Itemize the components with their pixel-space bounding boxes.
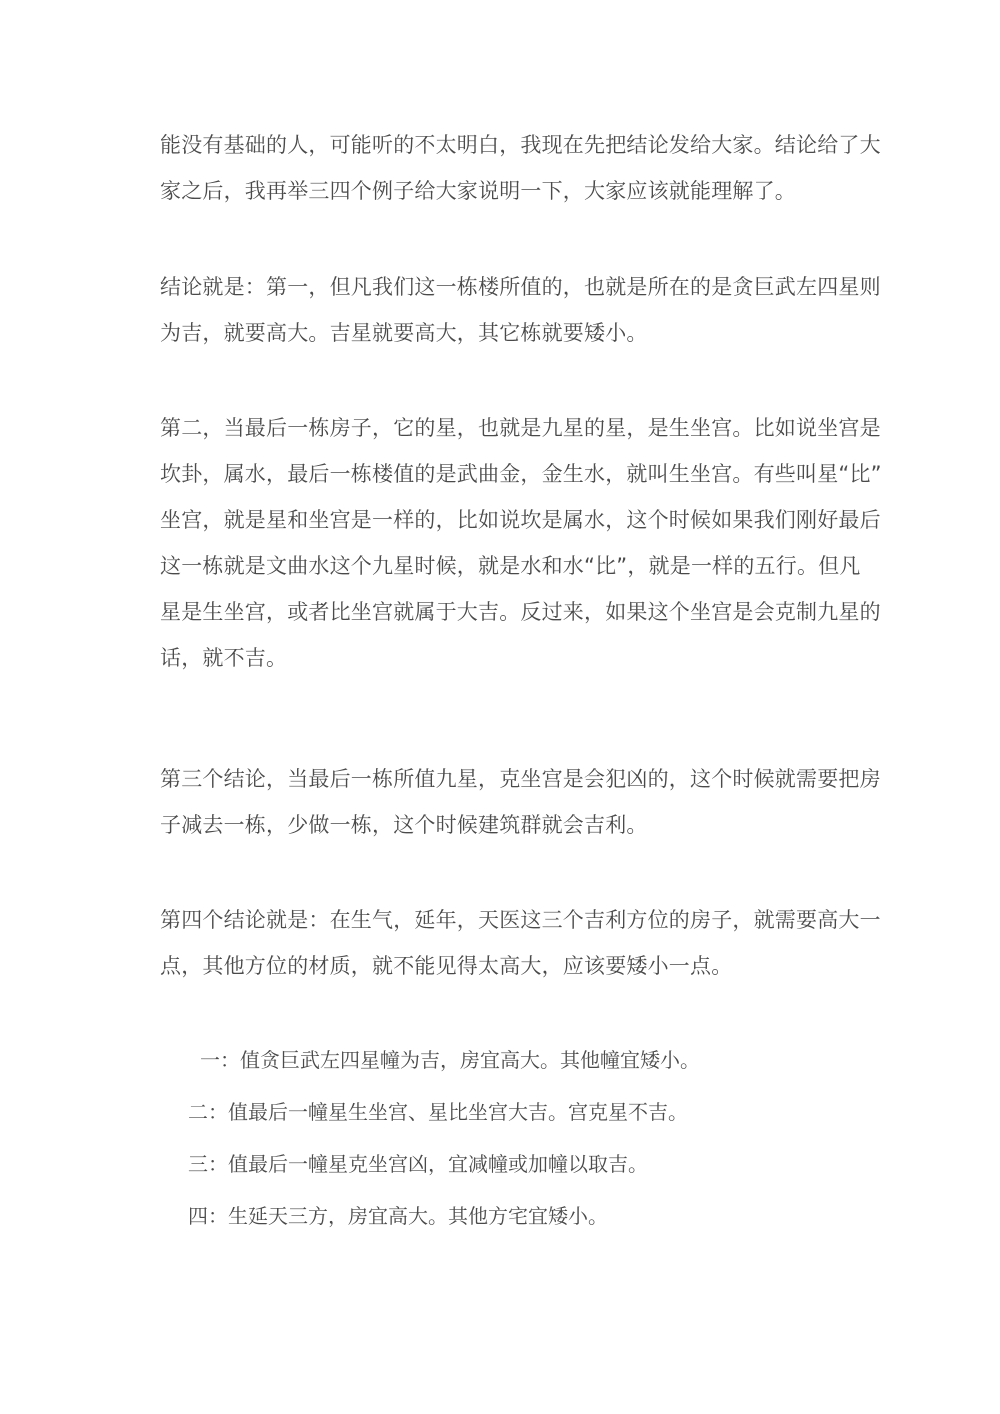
- text-line: 坎卦，属水，最后一栋楼值的是武曲金，金生水，就叫生坐宫。有些叫星“比”: [160, 462, 882, 486]
- text-line: 点，其他方位的材质，就不能见得太高大，应该要矮小一点。: [160, 954, 733, 978]
- text-line: 这一栋就是文曲水这个九星时候，就是水和水“比”，就是一样的五行。但凡: [160, 554, 861, 578]
- text-line: 坐宫，就是星和坐宫是一样的，比如说坎是属水，这个时候如果我们刚好最后: [160, 508, 881, 532]
- paragraph-conclusion-4: [160, 897, 881, 989]
- summary-list: [160, 1034, 860, 1242]
- summary-item-4: 四：生延天三方，房宜高大。其他方宅宜矮小。: [188, 1204, 608, 1228]
- summary-item-1: 一：值贪巨武左四星幢为吉，房宜高大。其他幢宜矮小。: [200, 1048, 700, 1072]
- text-line: 结论就是：第一，但凡我们这一栋楼所值的，也就是所在的是贪巨武左四星则: [160, 275, 881, 299]
- text-line: 家之后，我再举三四个例子给大家说明一下，大家应该就能理解了。: [160, 179, 796, 203]
- summary-item-3: 三：值最后一幢星克坐宫凶，宜减幢或加幢以取吉。: [188, 1152, 648, 1176]
- text-line: 第二，当最后一栋房子，它的星，也就是九星的星，是生坐宫。比如说坐宫是: [160, 416, 881, 440]
- text-line: 子减去一栋，少做一栋，这个时候建筑群就会吉利。: [160, 813, 648, 837]
- summary-item-2: 二：值最后一幢星生坐宫、星比坐宫大吉。宫克星不吉。: [188, 1100, 688, 1124]
- text-line: 能没有基础的人，可能听的不太明白，我现在先把结论发给大家。结论给了大: [160, 133, 881, 157]
- paragraph-conclusion-1: [160, 264, 881, 356]
- text-line: 星是生坐宫，或者比坐宫就属于大吉。反过来，如果这个坐宫是会克制九星的: [160, 600, 881, 624]
- text-line: 话，就不吉。: [160, 646, 288, 670]
- paragraph-intro: [160, 122, 881, 214]
- text-line: 第三个结论，当最后一栋所值九星，克坐宫是会犯凶的，这个时候就需要把房: [160, 767, 881, 791]
- text-line: 为吉，就要高大。吉星就要高大，其它栋就要矮小。: [160, 321, 648, 345]
- text-line: 第四个结论就是：在生气，延年，天医这三个吉利方位的房子，就需要高大一: [160, 908, 881, 932]
- paragraph-conclusion-3: [160, 756, 881, 848]
- paragraph-conclusion-2: [160, 405, 882, 681]
